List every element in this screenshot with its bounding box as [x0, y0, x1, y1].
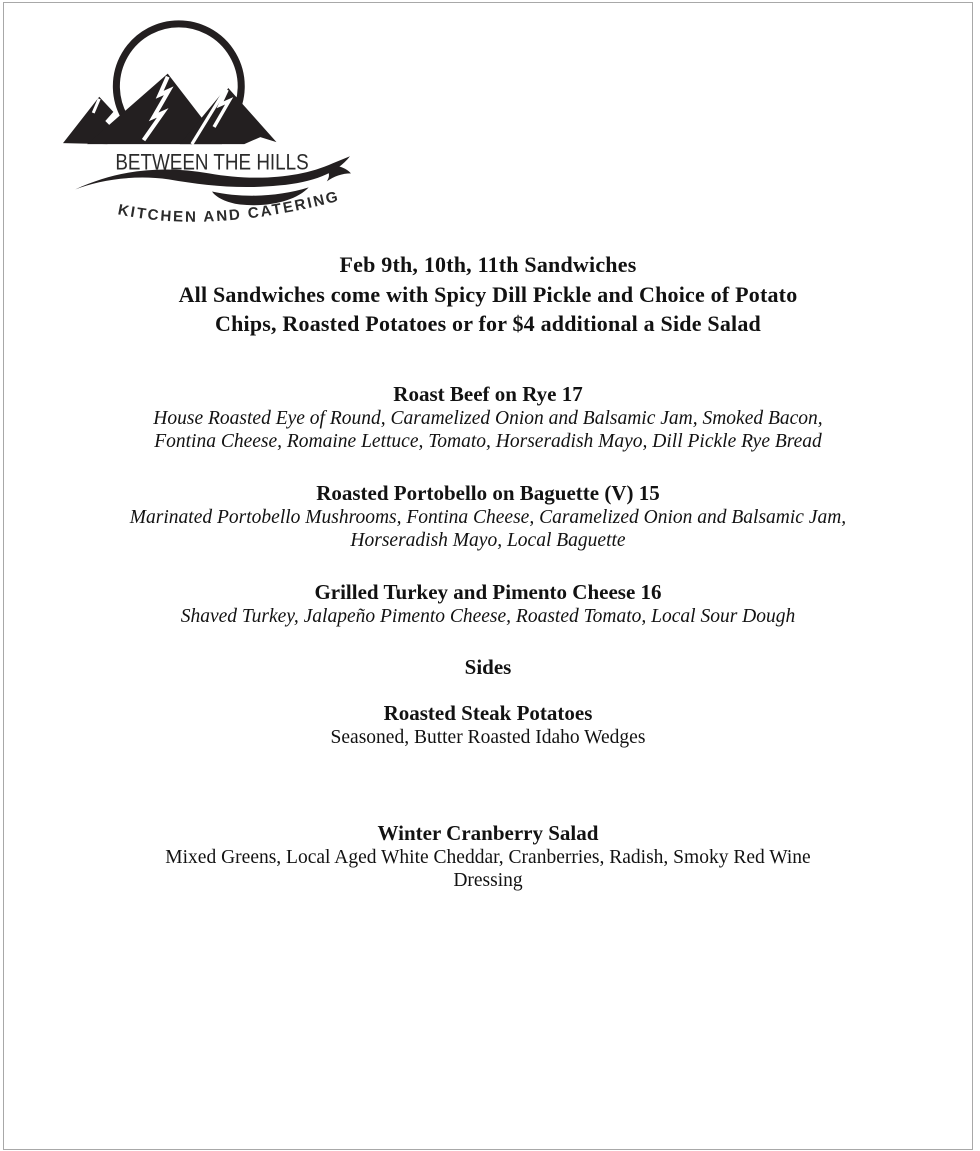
menu-item-turkey	[4, 579, 972, 629]
item-name: Roasted Steak Potatoes	[383, 701, 593, 725]
menu-subtitle-line: Chips, Roasted Potatoes or for $4 additional a Side Salad	[215, 311, 761, 336]
item-description-line: House Roasted Eye of Round, Caramelized Onion and Balsamic Jam, Smoked Bacon,	[153, 407, 823, 429]
item-description-line: Horseradish Mayo, Local Baguette	[350, 530, 626, 551]
menu-body	[4, 3, 972, 893]
menu-item-roast-beef	[4, 381, 972, 454]
item-name: Winter Cranberry Salad	[377, 820, 599, 845]
item-description-line: Dressing	[453, 870, 523, 891]
item-name: Grilled Turkey and Pimento Cheese 16	[314, 579, 662, 604]
item-name: Roasted Portobello on Baguette (V) 15	[316, 480, 660, 505]
sides-section-heading: Sides	[464, 655, 512, 679]
item-name: Roast Beef on Rye 17	[393, 381, 583, 406]
item-description-line: Marinated Portobello Mushrooms, Fontina Cheese, Caramelized Onion and Balsamic Jam,	[129, 506, 847, 528]
menu-item-cranberry-salad	[4, 820, 972, 893]
menu-title: Feb 9th, 10th, 11th Sandwiches	[339, 252, 637, 277]
item-description-line: Shaved Turkey, Jalapeño Pimento Cheese, Roasted Tomato, Local Sour Dough	[180, 605, 796, 627]
menu-item-steak-potatoes	[4, 700, 972, 750]
menu-item-portobello	[4, 480, 972, 553]
menu-header	[4, 3, 972, 339]
menu-subtitle-line: All Sandwiches come with Spicy Dill Pickle and Choice of Potato	[178, 281, 798, 307]
logo-name: BETWEEN THE HILLS	[115, 149, 309, 175]
logo-tagline: KITCHEN AND CATERING	[116, 187, 342, 226]
item-description-line: Mixed Greens, Local Aged White Cheddar, Cranberries, Radish, Smoky Red Wine	[165, 846, 811, 868]
item-description-line: Seasoned, Butter Roasted Idaho Wedges	[330, 727, 646, 748]
item-description-line: Fontina Cheese, Romaine Lettuce, Tomato, Horseradish Mayo, Dill Pickle Rye Bread	[154, 431, 822, 452]
menu-page	[3, 2, 973, 1150]
